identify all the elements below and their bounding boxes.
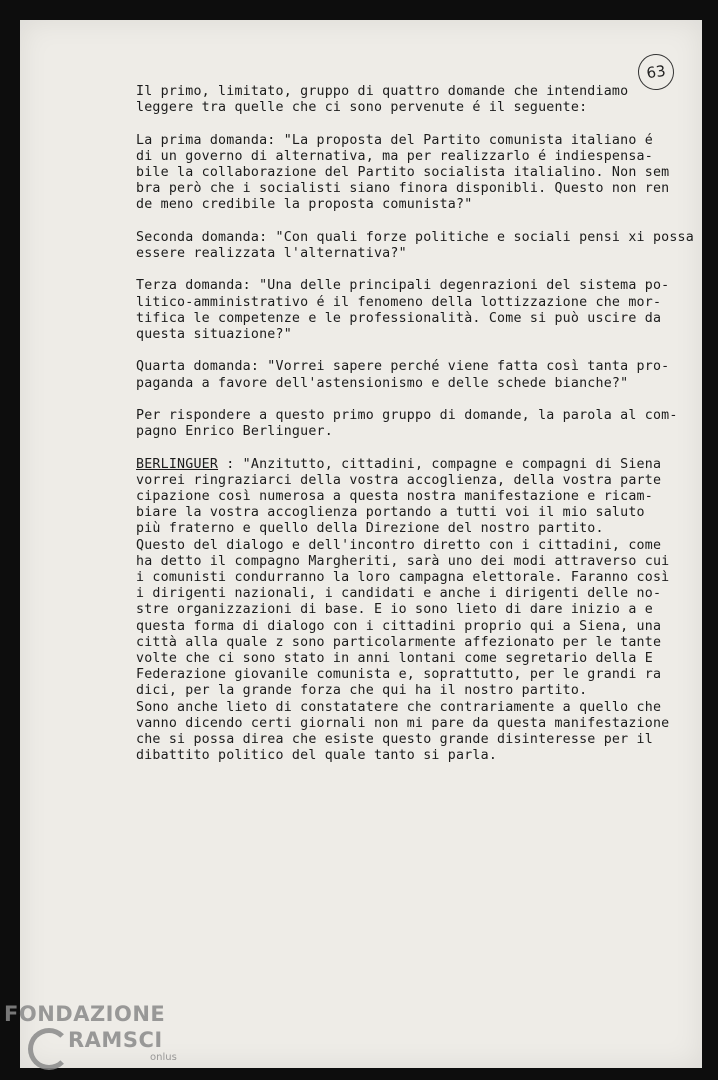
speech-text: : "Anzitutto, cittadini, compagne e compagni di Siena vorrei ringraziarci della vostra accoglienza, della vostra parte cipazione così numerosa a questa nostra manifestazione e ricam- biare la vostra accoglienza portando a tutti voi il mio saluto più fraterno e quello della Direzione del nostro partito. Questo del dialogo e dell'incontro diretto con i cittadini, come ha detto il compagno Margheriti, sarà uno dei modi attraverso cui i comunisti condurranno la loro campagna elettorale. Faranno così i dirigenti nazionali, i candidati e anche i dirigenti delle no- stre organizzazioni di base. E io sono lieto di dare inizio a e questa forma di dialogo con i cittadini proprio qui a Siena, una città alla quale z sono particolarmente affezionato per le tante volte che ci sono stato in anni lontani come segretario della E Federazione giovanile comunista e, soprattutto, per le grandi ra dici, per la grande forza che qui ha il nostro partito. Sono anche lieto di constatatere che contrariamente a quello che vanno dicendo certi giornali non mi pare da questa manifestazione che si possa direa che esiste questo grande disinteresse per il dibattito politico del quale tanto si parla. — [136, 456, 670, 764]
watermark-line1: FONDAZIONE — [4, 1002, 166, 1026]
watermark-line2: RAMSCI — [68, 1028, 163, 1052]
gramsci-g-logo-icon — [28, 1028, 70, 1070]
fondazione-gramsci-watermark — [4, 1000, 204, 1072]
document-body — [136, 84, 702, 781]
paragraph-question-2: Seconda domanda: "Con quali forze politiche e sociali pensi xi possa essere realizzata l'alternativa?" — [136, 229, 694, 261]
paragraph-question-3: Terza domanda: "Una delle principali degenrazioni del sistema po- litico-amministrativo é il fenomeno della lottizzazione che mor- tifica le competenze e le professionalità. Come si può uscire da questa situazione?" — [136, 278, 670, 342]
paragraph-question-1: La prima domanda: "La proposta del Partito comunista italiano é di un governo di alternativa, ma per realizzarlo é indiespensa- bile la collaborazione del Partito socialista italialino. Non sem bra però che i socialisti siano finora disponibli. Questo non ren de meno credibile la proposta comunista?" — [136, 132, 670, 213]
speaker-name: BERLINGUER — [136, 456, 219, 472]
paragraph-intro: Il primo, limitato, gruppo di quattro domande che intendiamo leggere tra quelle che ci sono pervenute é il seguente: — [136, 84, 629, 116]
paragraph-speech — [136, 457, 702, 765]
page-number: 63 — [636, 52, 677, 93]
paragraph-handover: Per rispondere a questo primo gruppo di domande, la parola al com- pagno Enrico Berlinguer. — [136, 407, 678, 440]
paragraph-question-4: Quarta domanda: "Vorrei sapere perché viene fatta così tanta pro- paganda a favore dell'astensionismo e delle schede bianche?" — [136, 359, 670, 391]
watermark-line3: onlus — [150, 1052, 177, 1063]
